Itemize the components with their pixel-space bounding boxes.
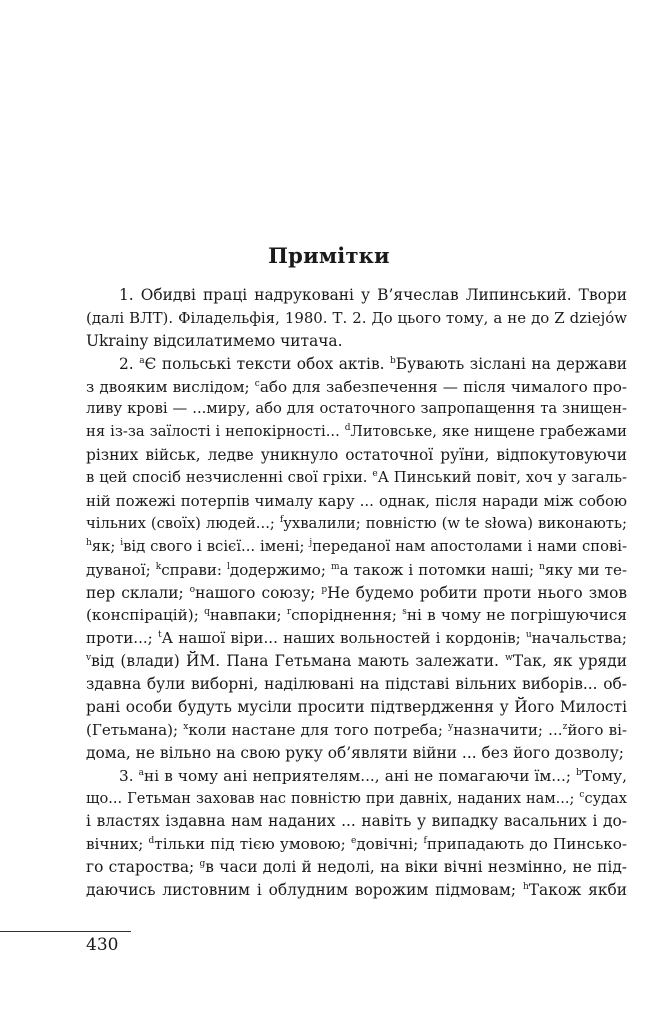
page-title: Примітки xyxy=(268,243,390,268)
text-segment: дома, не вільно на свою руку об’являти війни ... без його дозволу; xyxy=(86,743,624,762)
text-line xyxy=(86,307,627,330)
text-line xyxy=(86,765,627,788)
text-segment: Не будемо робити проти нього змов xyxy=(327,583,627,602)
text-line xyxy=(86,467,627,490)
text-line xyxy=(86,353,627,376)
text-segment: Так, як уряди xyxy=(512,652,627,671)
text-segment: його ві- xyxy=(567,720,627,739)
text-segment: проти...; xyxy=(86,629,158,648)
text-segment: коли настане для того потреба; xyxy=(188,720,449,739)
note-marker: t xyxy=(157,630,162,641)
text-segment: ливу крові — ...миру, або для остаточного запропащення та знищен- xyxy=(86,400,627,418)
text-line xyxy=(86,650,627,673)
text-line xyxy=(86,742,627,765)
note-marker: j xyxy=(309,537,313,548)
note-marker: o xyxy=(189,584,196,595)
text-segment: в часи долі й недолі, на віки вічні незмінно, не під- xyxy=(205,858,627,877)
text-segment: вічних; xyxy=(86,835,149,854)
text-segment: як; xyxy=(91,537,121,555)
text-line xyxy=(86,810,627,833)
note-marker: k xyxy=(155,561,162,572)
text-line xyxy=(86,673,627,696)
note-marker: d xyxy=(344,423,351,434)
text-line xyxy=(86,284,627,307)
text-segment: Є польські тексти обох актів. xyxy=(144,354,391,373)
note-marker: r xyxy=(286,607,292,618)
text-segment: дуваної; xyxy=(86,560,156,579)
text-line xyxy=(86,627,627,650)
text-line xyxy=(86,719,627,742)
text-segment: різних військ, ледве уникнуло остаточної руїни, відпокутовуючи xyxy=(86,446,627,465)
note-marker: a xyxy=(139,355,145,366)
text-segment: ухвалили; повністю (w te słowa) виконають; xyxy=(283,514,627,532)
note-marker: l xyxy=(227,561,230,572)
text-segment: Литовське, яке нищене грабежами xyxy=(350,423,627,441)
text-segment: довічні; xyxy=(356,835,424,854)
text-segment: А нашої віри... наших вольностей і кордонів; xyxy=(161,629,526,648)
text-segment: начальства; xyxy=(531,629,627,648)
note-marker: y xyxy=(448,721,454,732)
note-marker: c xyxy=(579,789,585,800)
text-line xyxy=(86,879,627,902)
text-line xyxy=(86,513,627,536)
text-line xyxy=(86,559,627,582)
text-segment: ні в чому не погрішуючися xyxy=(406,606,627,625)
text-line xyxy=(86,582,627,605)
text-segment: А Пинський повіт, хоч у загаль- xyxy=(377,469,627,487)
text-segment: від свого і всієї... імені; xyxy=(123,537,310,555)
text-segment: з двояким вислідом; xyxy=(86,377,255,396)
note-marker: h xyxy=(522,882,529,893)
page-number: 430 xyxy=(86,935,119,955)
text-segment: Також якби xyxy=(528,881,627,900)
note-marker: b xyxy=(390,355,396,366)
text-segment: Бувають зіслані на держави xyxy=(395,354,627,373)
text-segment: 3. xyxy=(119,766,139,785)
text-line xyxy=(86,833,627,856)
note-marker: q xyxy=(204,607,210,618)
notes-body xyxy=(86,284,627,902)
text-segment: ній пожежі потерпів чималу кару ... однак, після наради між собою xyxy=(86,492,627,511)
text-segment: навпаки; xyxy=(209,606,287,625)
text-segment: Тому, xyxy=(581,766,627,785)
text-line xyxy=(86,421,627,444)
text-segment: що... Гетьман заховав нас повністю при давніх, наданих нам...; xyxy=(86,789,580,807)
text-segment: або для забезпечення — після чималого про- xyxy=(259,377,627,396)
text-segment: від (влади) ЙМ. Пана Гетьмана мають залежати. xyxy=(91,652,506,671)
text-segment: тільки під тією умовою; xyxy=(154,835,351,854)
text-segment: (далі ВЛТ). Філадельфія, 1980. Т. 2. До цього тому, а не до Z dziejów xyxy=(86,308,627,327)
text-line xyxy=(86,696,627,719)
text-segment: яку ми те- xyxy=(544,560,627,579)
note-marker: e xyxy=(350,836,357,847)
note-marker: d xyxy=(148,836,155,847)
text-segment: 2. xyxy=(119,354,140,373)
text-segment: даючись листовним і облудним ворожим підмовам; xyxy=(86,881,523,900)
text-segment: додержимо; xyxy=(229,560,332,579)
text-segment: ня із-за заїлості і непокірності... xyxy=(86,423,345,441)
text-segment: здавна були виборні, наділювані на підставі вільних виборів... об- xyxy=(86,675,627,694)
note-marker: f xyxy=(423,836,427,847)
note-marker: n xyxy=(539,561,545,572)
text-line xyxy=(86,788,627,811)
note-marker: h xyxy=(86,537,92,548)
note-marker: e xyxy=(372,469,378,480)
text-segment: (Гетьмана); xyxy=(86,720,184,739)
text-segment: а також і потомки наші; xyxy=(339,560,540,579)
text-segment: споріднення; xyxy=(291,606,403,625)
note-marker: b xyxy=(576,767,582,778)
text-segment: пер склали; xyxy=(86,583,190,602)
text-segment: в цей спосіб незчисленні свої гріхи. xyxy=(86,469,373,487)
text-line xyxy=(86,536,627,559)
note-marker: p xyxy=(321,584,328,595)
note-marker: g xyxy=(199,859,206,870)
text-segment: чільних (своїх) людей...; xyxy=(86,514,280,532)
note-marker: s xyxy=(402,607,407,618)
text-segment: справи: xyxy=(161,560,228,579)
note-marker: m xyxy=(331,561,340,572)
text-line xyxy=(86,398,627,421)
text-line xyxy=(86,376,627,399)
text-segment: (конспірацій); xyxy=(86,606,205,625)
text-line xyxy=(86,490,627,513)
text-line xyxy=(86,604,627,627)
note-marker: x xyxy=(183,721,189,732)
text-segment: рані особи будуть мусіли просити підтвердження у Його Милості xyxy=(86,698,627,717)
text-line xyxy=(86,330,627,353)
text-segment: ні в чому ані неприятелям..., ані не помагаючи їм...; xyxy=(144,766,577,785)
text-segment: Ukrainy відсилатимемо читача. xyxy=(86,331,343,350)
note-marker: u xyxy=(525,630,532,641)
note-marker: z xyxy=(562,721,568,732)
text-segment: нашого союзу; xyxy=(195,583,322,602)
text-segment: 1. Обидві праці надруковані у В’ячеслав Липинський. Твори xyxy=(119,286,627,304)
note-marker: i xyxy=(120,537,124,548)
text-segment: і властях іздавна нам наданих ... навіть у випадку васальних і до- xyxy=(86,812,627,831)
note-marker: f xyxy=(279,514,284,525)
text-segment: судах xyxy=(584,789,627,807)
text-segment: го староства; xyxy=(86,858,200,877)
text-segment: переданої нам апостолами і нами спові- xyxy=(312,537,627,555)
text-segment: припадають до Пинсько- xyxy=(426,835,627,854)
note-marker: v xyxy=(86,653,92,664)
note-marker: c xyxy=(254,378,260,389)
text-segment: назначити; ... xyxy=(453,720,563,739)
note-marker: w xyxy=(505,653,513,664)
text-line xyxy=(86,444,627,467)
text-line xyxy=(86,856,627,879)
note-marker: a xyxy=(138,767,145,778)
footer-rule xyxy=(0,931,131,932)
